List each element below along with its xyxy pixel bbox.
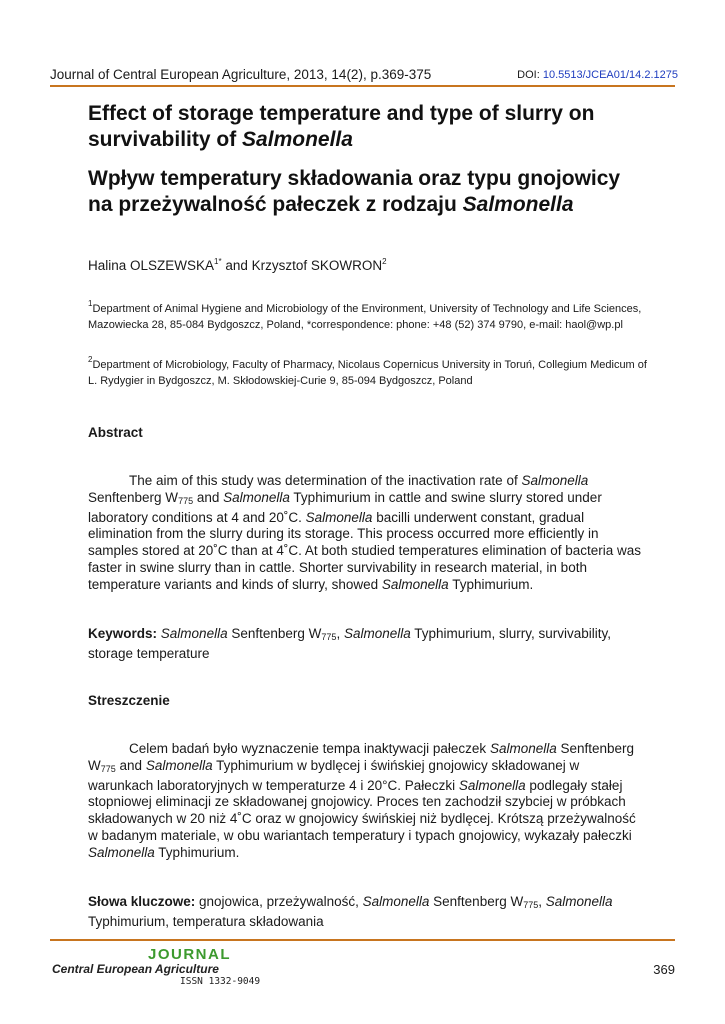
streszczenie-text: and [115,757,146,773]
streszczenie-text: Typhimurium. [154,844,240,860]
affiliation-2-text: Department of Microbiology, Faculty of Pharmacy, Nicolaus Copernicus University in Toruń, Collegium Medicum of L. Rydygier in Bydgoszcz, M. Skłodowskiej-Curie 9, 85-094 Bydgoszcz, Poland [88,359,647,387]
keywords-text: Typhimurium, slurry, survivability, storage temperature [88,626,612,661]
header-rule [50,85,675,87]
abstract-text: Typhimurium. [448,576,534,592]
genus-italic: Salmonella [145,757,213,773]
abstract-heading: Abstract [88,425,143,440]
author-1: Halina OLSZEWSKA [88,258,215,273]
abstract-text: The aim of this study was determination of the inactivation rate of [129,473,522,488]
abstract-body [88,473,648,594]
author-list [88,257,387,273]
genus-italic: Salmonella [458,777,526,793]
genus-italic: Salmonella [521,473,589,488]
slowa-text: , [538,894,546,909]
keywords-text: Senftenberg W [227,626,322,641]
keywords [88,626,648,663]
genus-italic: Salmonella [160,626,228,641]
genus-italic: Salmonella [545,894,613,909]
abstract-text: and [193,489,224,505]
affiliation-1 [88,296,648,333]
title-english-italic: Salmonella [242,128,353,151]
streszczenie-text: Senftenberg W [88,741,635,773]
streszczenie-text: Typhimurium w bydlęcej i świńskiej gnojowicy składowanej w warunkach laboratoryjnych w temperaturze 4 i 20°C. Pałeczki [88,757,580,793]
abstract-text: Typhimurium in cattle and swine slurry stored under laboratory conditions at 4 and 20˚C. [88,489,602,525]
slowa-text: Typhimurium, temperatura składowania [88,913,324,929]
affiliation-1-number: 1 [88,299,93,308]
title-polish-text: Wpływ temperatury składowania oraz typu gnojowicy na przeżywalność pałeczek z rodzaju [88,167,621,216]
strain-subscript: 775 [100,763,116,774]
streszczenie-heading: Streszczenie [88,693,170,708]
affiliation-1-text: Department of Animal Hygiene and Microbiology of the Environment, University of Technology and Life Sciences, Mazowiecka 28, 85-084 Bydgoszcz, Poland, *correspondence: phone: +48 (52) 374 9790, e-mail: haol@wp.pl [88,303,642,331]
genus-italic: Salmonella [489,741,557,756]
genus-italic: Salmonella [88,844,155,860]
strain-subscript: 775 [178,495,194,506]
title-polish-italic: Salmonella [462,193,574,216]
affiliation-2 [88,352,648,389]
genus-italic: Salmonella [223,489,290,505]
title-polish [88,166,648,218]
genus-italic: Salmonella [343,626,411,641]
author-2: and Krzysztof SKOWRON [221,258,383,273]
journal-logo [52,946,276,990]
abstract-text: bacilli underwent constant, gradual elimination from the slurry during its storage. This process occurred more efficiently in samples stored at 20˚C than at 4˚C. At both studied temperatures elimination of bacteria was faster in swine slurry than in cattle. Shorter survivability in research material, in both temperature variants and kinds of slurry, showed [88,509,642,592]
doi-label: DOI: [517,69,543,81]
logo-issn: ISSN 1332-9049 [180,976,261,987]
streszczenie-body [88,741,648,862]
strain-subscript: 775 [321,632,337,642]
genus-italic: Salmonella [305,509,373,525]
abstract-text: Senftenberg W [88,489,179,505]
doi-link[interactable]: 10.5513/JCEA01/14.2.1275 [542,69,678,81]
streszczenie-text: Celem badań było wyznaczenie tempa inaktywacji pałeczek [129,741,490,756]
page-number: 369 [653,962,675,977]
keywords-label: Keywords: [88,626,158,641]
footer-rule [50,939,675,941]
logo-journal-name: Central European Agriculture [52,962,219,976]
streszczenie-text: podlegały stałej stopniowej eliminacji ze składowanej gnojowicy. Proces ten zachodził szybciej w próbkach składowanych w 20 niż 4˚C oraz w gnojowicy świńskiej niż bydlęcej. Krótszą przeżywalność w badanym materiale, w obu wariantach temperatury i typach gnojowicy, wykazały pałeczki [88,777,636,843]
journal-citation: Journal of Central European Agriculture, 2013, 14(2), p.369-375 [50,67,432,82]
genus-italic: Salmonella [381,576,449,592]
keywords-text: , [336,626,344,641]
author-2-affiliation-mark: 2 [382,257,387,266]
slowa-text: gnojowica, przeżywalność, [195,894,363,909]
slowa-label: Słowa kluczowe: [88,894,196,909]
doi [517,69,678,81]
logo-journal-word: JOURNAL [148,946,232,963]
slowa-text: Senftenberg W [429,894,524,909]
genus-italic: Salmonella [362,894,430,909]
affiliation-2-number: 2 [88,355,93,364]
title-english-text: Effect of storage temperature and type of slurry on survivability of [88,102,595,151]
title-english [88,101,648,153]
slowa-kluczowe [88,894,648,931]
author-1-affiliation-mark: 1* [214,257,222,266]
strain-subscript: 775 [523,900,539,910]
